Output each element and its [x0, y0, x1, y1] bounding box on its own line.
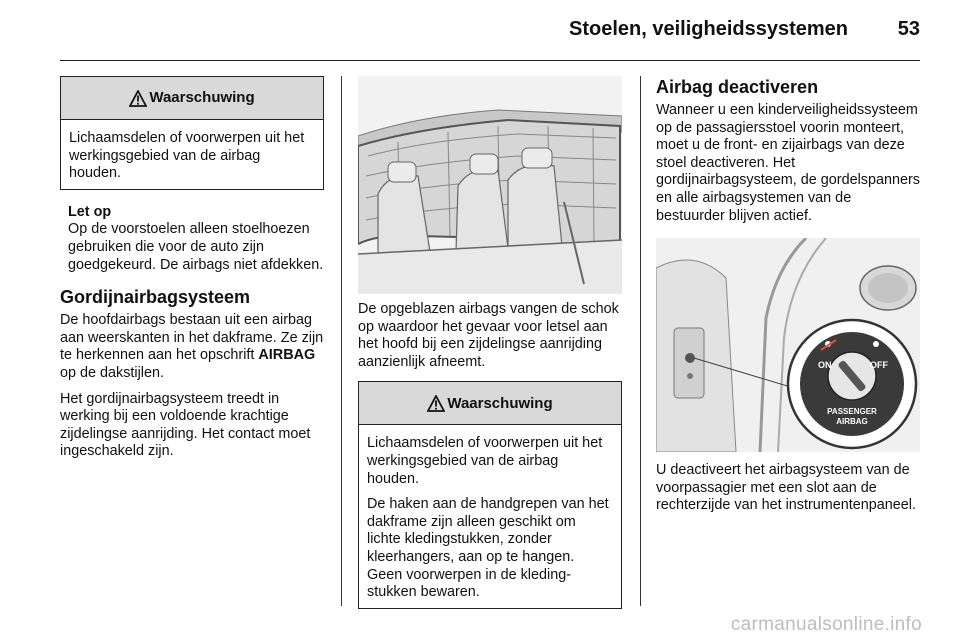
section-heading: Gordijnairbagsysteem: [60, 287, 251, 308]
warning-box: [60, 76, 324, 190]
curtain-airbag-illustration: [358, 76, 622, 299]
paragraph-text: op de dakstijlen.: [60, 364, 165, 381]
switch-on-label: ON: [818, 360, 832, 370]
warning-box: [358, 381, 622, 608]
note: [60, 190, 324, 274]
warning-triangle-icon: [427, 395, 445, 412]
paragraph: Wanneer u een kinderveiligheidssysteem op de passagiersstoel voorin monteert, moet u de front- en zijairbags van deze stoel deactiveren. Het gordijnairbagsysteem, de gordelspanners en alle airbagsystemen van de bestuurder blijven actief.: [656, 102, 920, 224]
column-divider-left: [341, 76, 342, 606]
airbag-label: AIRBAG: [258, 347, 316, 364]
warning-title: Waarschuwing: [149, 89, 255, 107]
warning-header: [359, 382, 621, 425]
page-title: Stoelen, veiligheidssystemen: [569, 18, 848, 40]
column-divider-right: [640, 76, 641, 606]
page-number: 53: [897, 18, 920, 40]
switch-airbag-label: AIRBAG: [836, 417, 868, 426]
middle-column: [358, 301, 626, 609]
paragraph: Het gordijnairbagsysteem treedt in werking bij een voldoende krachtige zijdelingse aanrijding. Het contact moet ingeschakeld zijn.: [60, 390, 311, 460]
warning-triangle-icon: [129, 90, 147, 107]
paragraph: [60, 312, 324, 382]
warning-body: [359, 425, 621, 607]
warning-header: [61, 77, 323, 120]
right-column-bottom: [656, 462, 922, 523]
switch-off-label: OFF: [870, 360, 888, 370]
section-heading: Airbag deactiveren: [656, 77, 819, 97]
left-column: [60, 76, 324, 469]
figure-caption: De opgeblazen airbags vangen de schok op waardoor het gevaar voor letsel aan het hoofd bij een zijdelingse aanrijding aanzienlijk afneemt.: [358, 301, 619, 370]
warning-body: [61, 120, 323, 189]
note-text: Op de voorstoelen alleen stoelhoezen gebruiken die voor de auto zijn goedgekeurd. De airbags niet afdekken.: [68, 221, 324, 273]
warning-title: Waarschuwing: [447, 394, 553, 412]
header-divider: [60, 60, 920, 61]
warning-text: De haken aan de handgrepen van het dakframe zijn alleen geschikt om lichte kledingstukken, zonder kleerhangers, aan op te hangen. Geen voorwerpen in de kledingstukken bewaren.: [367, 496, 609, 601]
warning-text: Lichaamsdelen of voorwerpen uit het werkingsgebied van de airbag houden.: [69, 130, 305, 182]
airbag-switch-illustration: [656, 238, 920, 457]
watermark: carmanualsonline.info: [730, 614, 922, 635]
switch-passenger-label: PASSENGER: [827, 407, 877, 416]
warning-text: Lichaamsdelen of voorwerpen uit het werkingsgebied van de airbag houden.: [367, 435, 603, 487]
paragraph: U deactiveert het airbagsysteem van de voorpassagier met een slot aan de rechterzijde van het instrumentenpaneel.: [656, 462, 916, 514]
right-column: [656, 76, 922, 233]
note-label: Let op: [68, 203, 112, 220]
paragraph-text: De hoofdairbags bestaan uit een airbag aan weerskanten in het dakframe. Ze zijn te herkennen aan het opschrift: [60, 312, 324, 364]
